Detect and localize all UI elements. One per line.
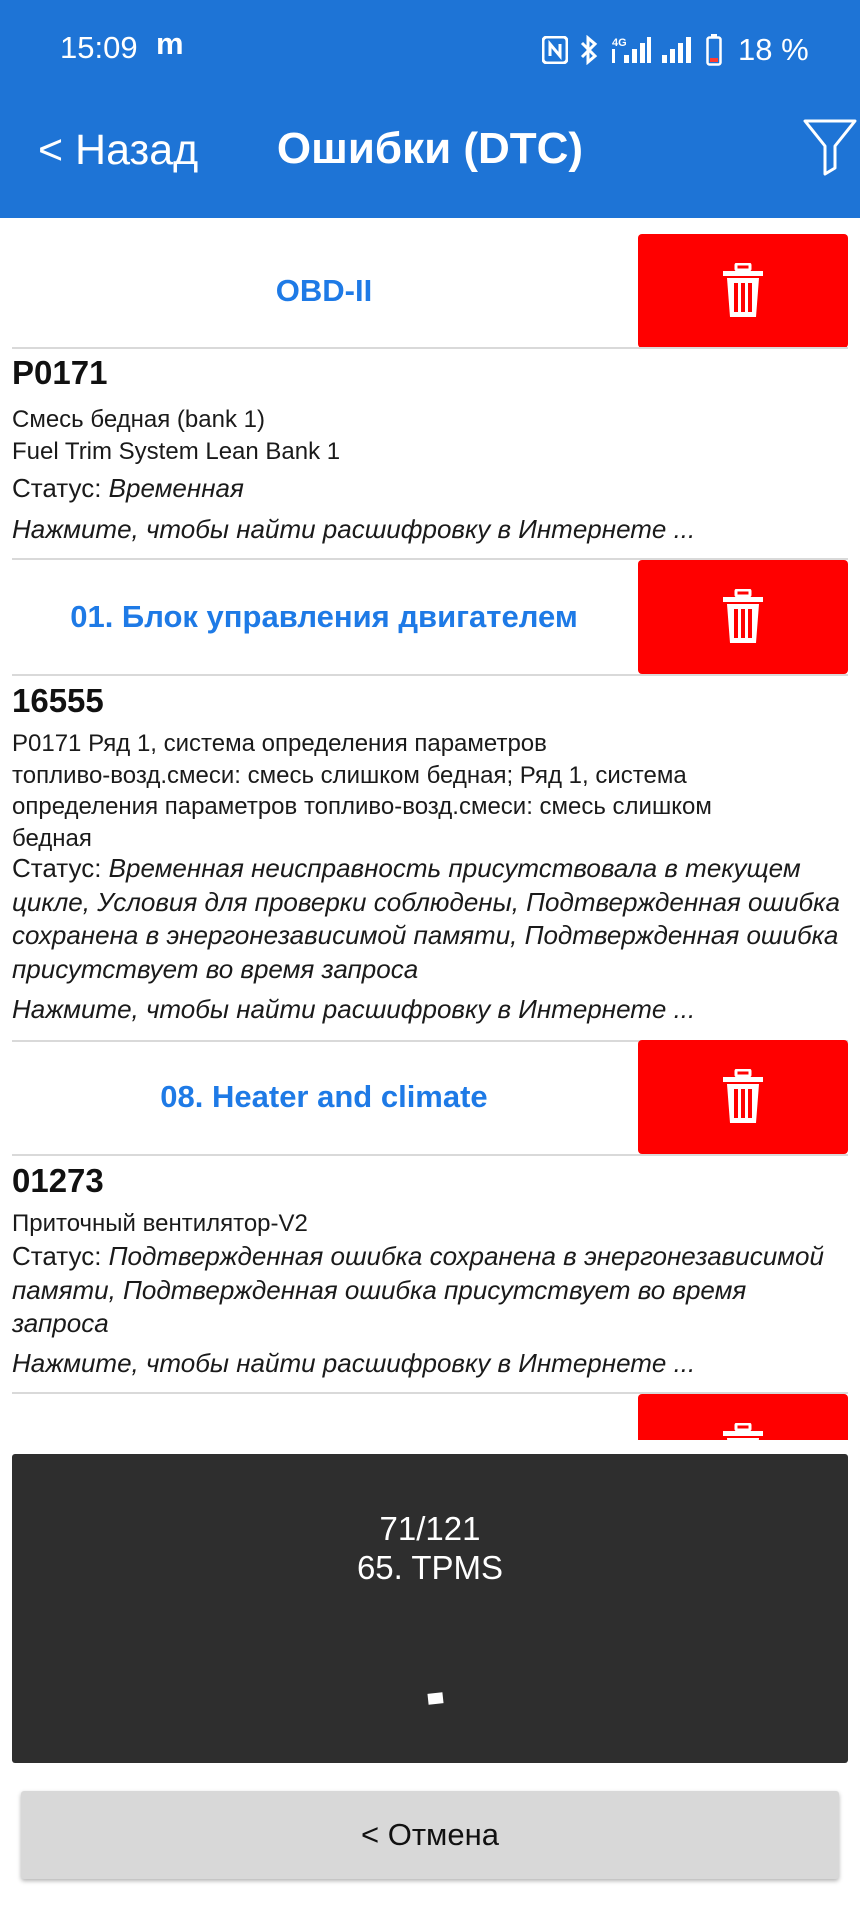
battery-icon — [706, 34, 722, 66]
search-online-link[interactable]: Нажмите, чтобы найти расшифровку в Интернете ... — [12, 994, 696, 1024]
dtc-code: 16555 — [12, 682, 104, 719]
delete-button[interactable] — [638, 234, 848, 348]
trash-icon — [721, 589, 765, 645]
progress-spinner — [427, 1692, 443, 1705]
progress-dialog — [12, 1454, 848, 1763]
dtc-code: 01273 — [12, 1162, 104, 1199]
status-value: Временная — [108, 473, 244, 503]
dtc-code: P0171 — [12, 354, 108, 391]
back-button[interactable]: < Назад — [38, 126, 199, 174]
module-header — [0, 560, 860, 674]
divider — [12, 347, 848, 349]
module-header — [0, 218, 860, 332]
dtc-description-line: топливо-возд.смеси: смесь слишком бедная; Ряд 1, система — [12, 761, 687, 789]
delete-button[interactable] — [638, 1040, 848, 1154]
svg-text:4G: 4G — [612, 37, 627, 49]
signal-icon — [662, 35, 696, 65]
progress-module-label: 65. TPMS — [356, 1549, 504, 1586]
delete-button[interactable] — [638, 1394, 848, 1440]
nfc-icon — [542, 36, 568, 64]
dtc-description — [12, 404, 842, 467]
dtc-status — [12, 852, 842, 986]
status-value: Подтвержденная ошибка сохранена в энергонезависимой памяти, Подтвержденная ошибка присутствует во время запроса — [12, 1241, 824, 1338]
progress-count: 71/121 — [379, 1510, 481, 1547]
trash-icon — [721, 1069, 765, 1125]
module-title: 01. Блок управления двигателем — [70, 599, 578, 634]
dtc-status — [12, 472, 842, 506]
cancel-button[interactable]: < Отмена — [21, 1791, 839, 1879]
system-icons — [542, 32, 809, 68]
status-bar — [0, 0, 860, 100]
module-title: OBD-II — [275, 273, 373, 308]
trash-icon — [721, 1423, 765, 1440]
dtc-description-line: Смесь бедная (bank 1) — [12, 406, 265, 433]
nav-row — [0, 118, 860, 198]
bluetooth-icon — [578, 35, 600, 65]
notification-m-icon: m — [156, 26, 184, 61]
app-header — [0, 0, 860, 218]
dtc-status — [12, 1240, 842, 1341]
dtc-description-line: определения параметров топливо-возд.смеси: смесь слишком — [12, 793, 712, 820]
module-header — [0, 1040, 860, 1154]
module-title: 08. Heater and climate — [160, 1079, 488, 1114]
signal-4g-icon — [610, 35, 652, 65]
filter-icon[interactable] — [802, 118, 858, 183]
dtc-description — [12, 728, 842, 854]
dtc-list — [0, 218, 860, 1440]
search-online-link[interactable]: Нажмите, чтобы найти расшифровку в Интернете ... — [12, 514, 696, 544]
delete-button[interactable] — [638, 560, 848, 674]
battery-percent: 18 % — [738, 32, 809, 67]
status-time: 15:09 — [60, 30, 138, 65]
dtc-description-line: бедная — [12, 824, 92, 852]
dtc-description — [12, 1208, 842, 1240]
dtc-description-line: P0171 Ряд 1, система определения параметров — [12, 730, 547, 757]
divider — [12, 1154, 848, 1156]
search-online-link[interactable]: Нажмите, чтобы найти расшифровку в Интернете ... — [12, 1348, 696, 1378]
dtc-description-line: Приточный вентилятор-V2 — [12, 1210, 308, 1237]
status-label: Статус: — [12, 1241, 109, 1271]
status-label: Статус: — [12, 853, 109, 883]
dtc-description-line: Fuel Trim System Lean Bank 1 — [12, 437, 341, 465]
trash-icon — [721, 263, 765, 319]
status-value: Временная неисправность присутствовала в текущем цикле, Условия для проверки соблюдены, Подтвержденная ошибка сохранена в энергонезависимой памяти, Подтвержденная ошибка присутствует во время запроса — [12, 853, 840, 984]
page-title: Ошибки (DTC) — [276, 124, 584, 173]
status-label: Статус: — [12, 473, 109, 503]
divider — [12, 674, 848, 676]
